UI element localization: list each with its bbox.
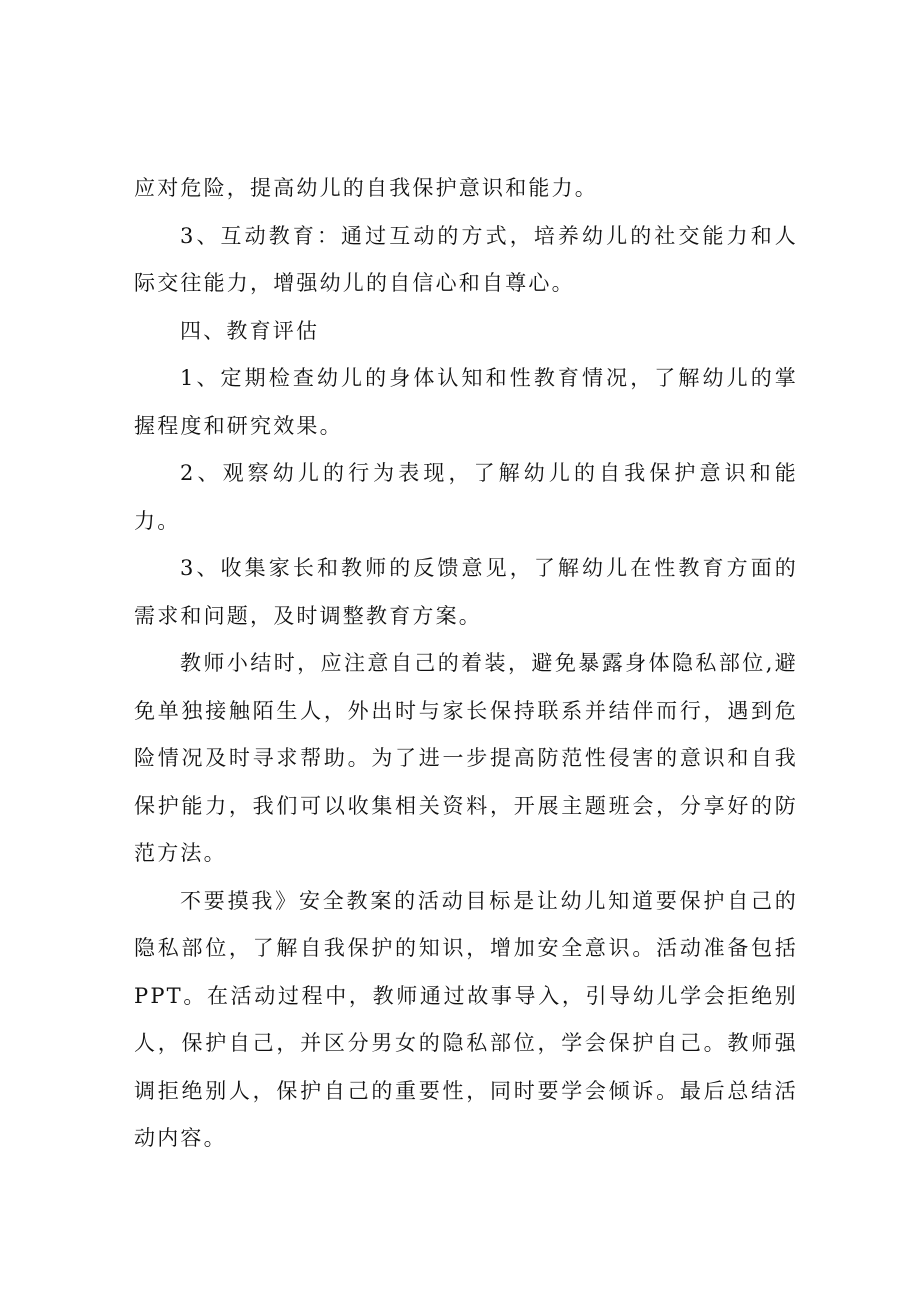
paragraph-teacher-summary: 教师小结时，应注意自己的着装，避免暴露身体隐私部位,避免单独接触陌生人，外出时与家长保持联系并结伴而行，遇到危险情况及时寻求帮助。为了进一步提高防范性侵害的意识和自我保护能力，我们可以收集相关资料，开展主题班会，分享好的防范方法。 [134,651,798,865]
paragraph-lesson-overview: 不要摸我》安全教案的活动目标是让幼儿知道要保护自己的隐私部位，了解自我保护的知识，增加安全意识。活动准备包括PPT。在活动过程中，教师通过故事导入，引导幼儿学会拒绝别人，保护自己，并区分男女的隐私部位，学会保护自己。教师强调拒绝别人，保护自己的重要性，同时要学会倾诉。最后总结活动内容。 [134,888,798,1150]
section-heading-education-assessment: 四、教育评估 [180,318,320,343]
paragraph-assessment-item-3: 3、收集家长和教师的反馈意见，了解幼儿在性教育方面的需求和问题，及时调整教育方案。 [134,556,798,628]
paragraph-assessment-item-2: 2、观察幼儿的行为表现，了解幼儿的自我保护意识和能力。 [134,461,798,533]
paragraph-interactive-education: 3、互动教育：通过互动的方式，培养幼儿的社交能力和人际交往能力，增强幼儿的自信心和自尊心。 [134,223,798,295]
paragraph-assessment-item-1: 1、定期检查幼儿的身体认知和性教育情况，了解幼儿的掌握程度和研究效果。 [134,366,798,438]
document-body [134,165,798,1163]
paragraph-continuation: 应对危险，提高幼儿的自我保护意识和能力。 [134,176,598,200]
